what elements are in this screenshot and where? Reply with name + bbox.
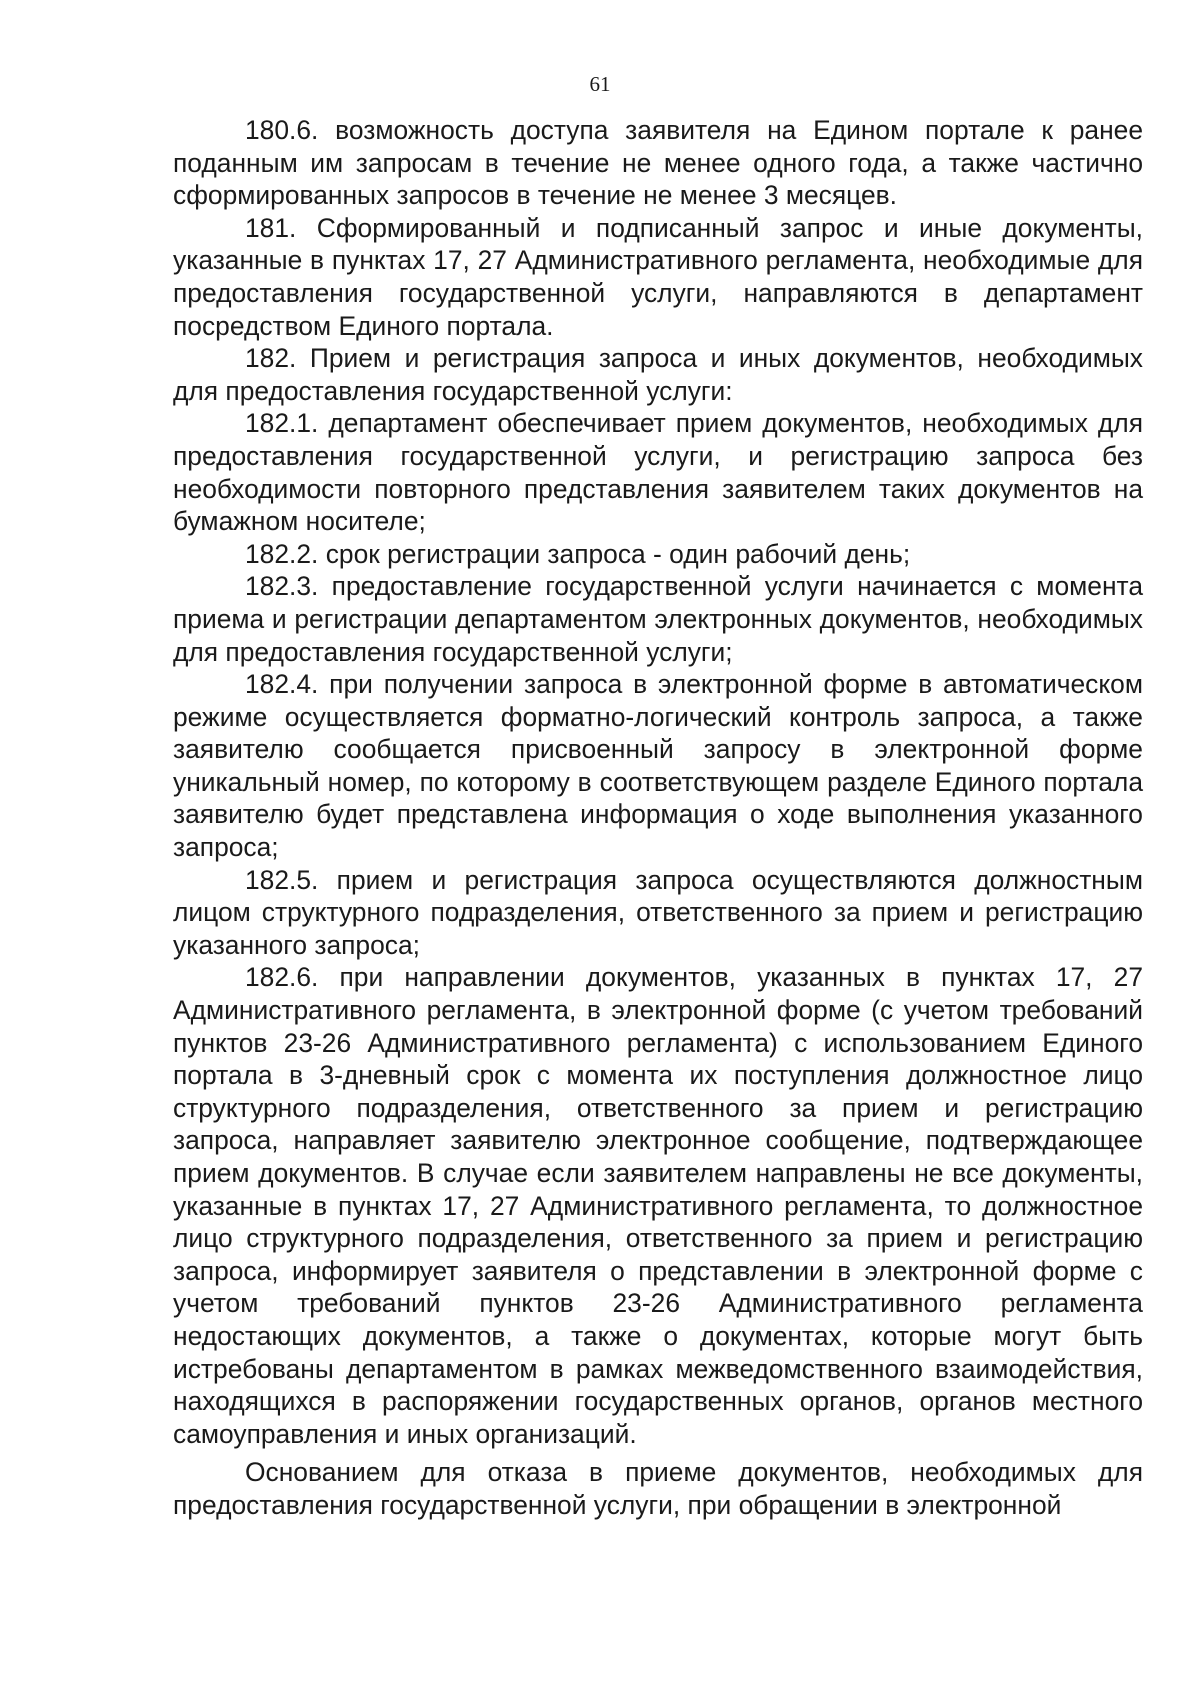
paragraph-182-4: 182.4. при получении запроса в электронной форме в автоматическом режиме осуществляется форматно-логический контроль запроса, а также заявителю сообщается присвоенный запросу в электронной форме уникальный номер, по которому в соответствующем разделе Единого портала заявителю будет представлена информация о ходе выполнения указанного запроса; xyxy=(173,669,1143,863)
paragraph-refusal-grounds: Основанием для отказа в приеме документов, необходимых для предоставления государственной услуги, при обращении в электронной xyxy=(173,1457,1143,1520)
page-number: 61 xyxy=(589,72,611,96)
paragraph-182-3: 182.3. предоставление государственной услуги начинается с момента приема и регистрации департаментом электронных документов, необходимых для предоставления государственной услуги; xyxy=(173,571,1143,667)
paragraph-182-1: 182.1. департамент обеспечивает прием документов, необходимых для предоставления государственной услуги, и регистрацию запроса без необходимости повторного представления заявителем таких документов на бумажном носителе; xyxy=(173,408,1143,537)
paragraph-182: 182. Прием и регистрация запроса и иных документов, необходимых для предоставления государственной услуги: xyxy=(173,343,1143,406)
paragraph-181: 181. Сформированный и подписанный запрос и иные документы, указанные в пунктах 17, 27 Административного регламента, необходимые для предоставления государственной услуги, направляются в департамент посредством Единого портала. xyxy=(173,212,1143,341)
paragraph-182-5: 182.5. прием и регистрация запроса осуществляются должностным лицом структурного подразделения, ответственного за прием и регистрацию указанного запроса; xyxy=(173,864,1143,960)
paragraph-182-6: 182.6. при направлении документов, указанных в пунктах 17, 27 Административного регламента, в электронной форме (с учетом требований пунктов 23-26 Административного регламента) с использованием Единого портала в 3-дневный срок с момента их поступления должностное лицо структурного подразделения, ответственного за прием и регистрацию запроса, направляет заявителю электронное сообщение, подтверждающее прием документов. В случае если заявителем направлены не все документы, указанные в пунктах 17, 27 Административного регламента, то должностное лицо структурного подразделения, ответственного за прием и регистрацию запроса, информирует заявителя о представлении в электронной форме с учетом требований пунктов 23-26 Административного регламента недостающих документов, а также о документах, которые могут быть истребованы департаментом в рамках межведомственного взаимодействия, находящихся в распоряжении государственных органов, органов местного самоуправления и иных организаций. xyxy=(173,962,1143,1449)
document-body xyxy=(173,114,1143,1522)
paragraph-182-2: 182.2. срок регистрации запроса - один рабочий день; xyxy=(245,538,911,569)
paragraph-180-6: 180.6. возможность доступа заявителя на Едином портале к ранее поданным им запросам в течение не менее одного года, а также частично сформированных запросов в течение не менее 3 месяцев. xyxy=(173,115,1143,211)
